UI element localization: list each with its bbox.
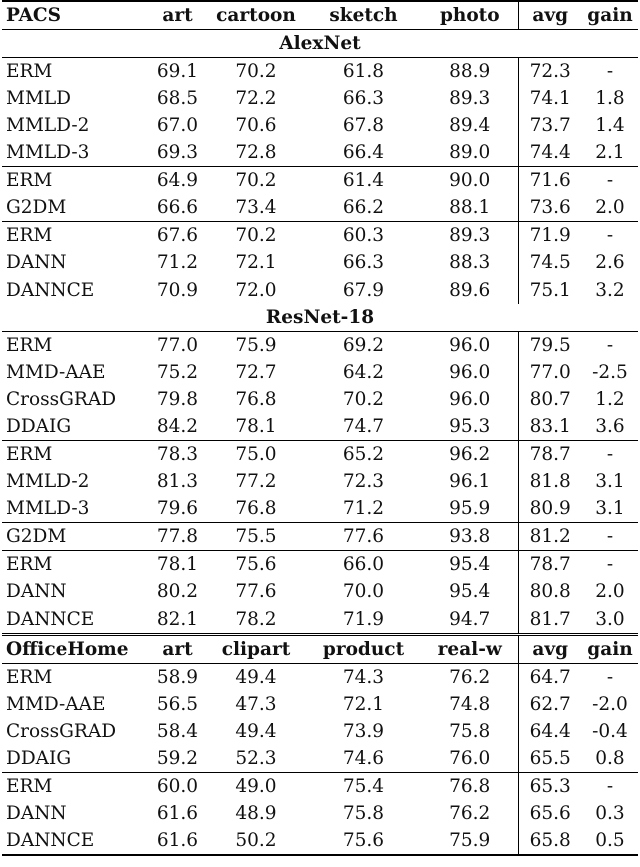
method-name: MMLD-2 (6, 471, 90, 493)
accuracy-value: 89.3 (449, 88, 491, 110)
table-row (2, 331, 638, 359)
accuracy-value: 70.0 (342, 581, 385, 603)
method-name: DANNCE (6, 608, 95, 630)
accuracy-value: 71.2 (342, 498, 385, 520)
gain-value: -0.4 (592, 720, 628, 742)
table-name: PACS (2, 1, 148, 30)
accuracy-value: 74.7 (342, 416, 385, 438)
accuracy-value: 72.2 (235, 88, 277, 110)
accuracy-value: 61.6 (156, 802, 199, 824)
accuracy-value: 71.9 (342, 608, 385, 630)
avg-value: 73.7 (518, 112, 582, 139)
accuracy-value: 66.6 (156, 197, 199, 219)
accuracy-value: 96.1 (449, 471, 491, 493)
backbone-section-row (2, 30, 638, 58)
backbone-title: AlexNet (2, 30, 638, 58)
gain-value: 1.8 (595, 88, 625, 110)
avg-value: 74.1 (518, 85, 582, 112)
avg-value: 78.7 (518, 441, 582, 469)
gain-value: 0.5 (582, 827, 638, 855)
table-row (2, 58, 638, 86)
accuracy-value: 88.1 (449, 197, 491, 219)
accuracy-value: 65.2 (305, 441, 422, 469)
avg-value: 65.6 (518, 800, 582, 827)
accuracy-value: 49.4 (235, 666, 277, 688)
accuracy-value: 50.2 (207, 827, 305, 855)
avg-value: 78.7 (518, 551, 582, 579)
avg-value: 81.8 (518, 468, 582, 495)
gain-value: 2.0 (595, 581, 625, 603)
column-header: real-w (422, 634, 518, 663)
accuracy-value: 72.0 (235, 279, 277, 301)
accuracy-value: 93.8 (422, 523, 518, 551)
backbone-section-row (2, 304, 638, 332)
accuracy-value: 66.3 (342, 88, 385, 110)
accuracy-value: 75.6 (305, 827, 422, 855)
accuracy-value: 95.3 (449, 416, 491, 438)
method-name: MMD-AAE (6, 361, 106, 383)
avg-value: 75.1 (518, 277, 582, 304)
accuracy-value: 72.7 (235, 361, 277, 383)
gain-value: 0.3 (595, 802, 625, 824)
table-row (2, 772, 638, 800)
table-row (2, 386, 638, 413)
avg-value: 65.8 (518, 827, 582, 855)
table-name: OfficeHome (2, 634, 148, 663)
accuracy-value: 48.9 (235, 802, 277, 824)
gain-value: 3.1 (595, 498, 625, 520)
accuracy-value: 78.2 (235, 608, 277, 630)
method-name: ERM (6, 334, 53, 356)
accuracy-value: 76.0 (449, 747, 491, 769)
method-name: CrossGRAD (6, 720, 117, 742)
accuracy-value: 75.5 (207, 523, 305, 551)
accuracy-value: 77.6 (235, 581, 277, 603)
accuracy-value: 88.9 (449, 61, 491, 82)
table-row (2, 277, 638, 304)
accuracy-value: 58.9 (156, 666, 199, 688)
avg-value: 72.3 (518, 58, 582, 86)
method-name: DANN (6, 802, 67, 824)
gain-value: - (606, 666, 614, 688)
gain-value: 3.0 (595, 608, 625, 630)
column-header: art (148, 1, 207, 30)
avg-value: 74.4 (518, 139, 582, 167)
gain-value: - (582, 441, 638, 469)
accuracy-value: 89.0 (449, 142, 491, 164)
table-row (2, 495, 638, 523)
accuracy-value: 47.3 (235, 693, 277, 715)
accuracy-value: 88.3 (449, 252, 491, 274)
avg-value: 62.7 (518, 691, 582, 718)
accuracy-value: 96.0 (449, 361, 491, 383)
officehome-header-row (2, 634, 638, 663)
column-header: clipart (207, 634, 305, 663)
table-row (2, 663, 638, 691)
accuracy-value: 76.2 (449, 666, 491, 688)
accuracy-value: 69.3 (156, 142, 199, 164)
table-row (2, 827, 638, 855)
accuracy-value: 72.1 (342, 693, 385, 715)
avg-value: 80.9 (518, 495, 582, 523)
method-name: ERM (2, 222, 148, 250)
gain-value: -2.0 (592, 693, 628, 715)
method-name: ERM (6, 666, 53, 688)
method-name: CrossGRAD (6, 389, 117, 411)
accuracy-value: 64.2 (342, 361, 385, 383)
table-row (2, 167, 638, 195)
gain-value: 2.6 (595, 252, 625, 274)
accuracy-value: 49.0 (207, 772, 305, 800)
table-row (2, 222, 638, 250)
accuracy-value: 61.8 (342, 61, 385, 82)
gain-value: - (606, 334, 614, 356)
column-header: avg (518, 1, 582, 30)
accuracy-value: 95.4 (422, 551, 518, 579)
gain-value: - (582, 772, 638, 800)
accuracy-value: 82.1 (156, 608, 199, 630)
gain-value: 2.0 (595, 197, 625, 219)
table-row (2, 441, 638, 469)
accuracy-value: 58.4 (156, 720, 199, 742)
accuracy-value: 75.6 (207, 551, 305, 579)
avg-value: 71.9 (518, 222, 582, 250)
accuracy-value: 77.0 (156, 334, 199, 356)
accuracy-value: 60.3 (305, 222, 422, 250)
accuracy-value: 95.9 (449, 498, 491, 520)
method-name: MMLD-3 (6, 498, 90, 520)
method-name: DANNCE (2, 827, 148, 855)
accuracy-value: 72.8 (235, 142, 277, 164)
accuracy-value: 89.3 (422, 222, 518, 250)
accuracy-value: 52.3 (235, 747, 277, 769)
gain-value: 2.1 (595, 142, 625, 164)
table-row (2, 413, 638, 441)
method-name: MMLD (6, 88, 72, 110)
avg-value: 83.1 (518, 413, 582, 441)
table-row (2, 523, 638, 551)
gain-value: - (582, 551, 638, 579)
accuracy-value: 61.4 (305, 167, 422, 195)
method-name: ERM (6, 61, 53, 82)
accuracy-value: 60.0 (148, 772, 207, 800)
method-name: ERM (2, 551, 148, 579)
gain-value: -2.5 (592, 361, 628, 383)
table-row (2, 85, 638, 112)
avg-value: 80.7 (518, 386, 582, 413)
avg-value: 77.0 (518, 359, 582, 386)
gain-value: 0.8 (595, 747, 625, 769)
method-name: G2DM (2, 523, 148, 551)
accuracy-value: 76.8 (422, 772, 518, 800)
accuracy-value: 74.6 (342, 747, 385, 769)
accuracy-value: 68.5 (156, 88, 199, 110)
table-row (2, 606, 638, 635)
column-header: product (305, 634, 422, 663)
gain-value: 1.4 (595, 115, 625, 137)
accuracy-value: 69.2 (342, 334, 385, 356)
accuracy-value: 76.8 (235, 389, 277, 411)
column-header: gain (582, 1, 638, 30)
accuracy-value: 67.0 (156, 115, 199, 137)
column-header: gain (582, 634, 638, 663)
accuracy-value: 70.2 (342, 389, 385, 411)
method-name: DDAIG (6, 747, 72, 769)
accuracy-value: 67.8 (342, 115, 385, 137)
accuracy-value: 72.1 (235, 252, 277, 274)
avg-value: 64.7 (518, 663, 582, 691)
accuracy-value: 56.5 (156, 693, 199, 715)
accuracy-value: 78.1 (235, 416, 277, 438)
accuracy-value: 71.2 (156, 252, 199, 274)
column-header: photo (422, 1, 518, 30)
accuracy-value: 72.3 (342, 471, 385, 493)
avg-value: 65.5 (518, 745, 582, 773)
accuracy-value: 75.4 (305, 772, 422, 800)
gain-value: - (606, 61, 614, 82)
accuracy-value: 75.9 (235, 334, 277, 356)
method-name: ERM (2, 441, 148, 469)
method-name: DANNCE (6, 279, 95, 301)
avg-value: 74.5 (518, 249, 582, 276)
accuracy-value: 95.4 (449, 581, 491, 603)
accuracy-value: 77.6 (305, 523, 422, 551)
accuracy-value: 70.2 (207, 222, 305, 250)
method-name: DDAIG (6, 416, 72, 438)
method-name: DANN (6, 581, 67, 603)
backbone-title: ResNet-18 (2, 304, 638, 332)
avg-value: 64.4 (518, 718, 582, 745)
table-row (2, 359, 638, 386)
accuracy-value: 73.4 (235, 197, 277, 219)
accuracy-value: 75.8 (449, 720, 491, 742)
pacs-header-row (2, 1, 638, 30)
accuracy-value: 94.7 (449, 608, 491, 630)
gain-value: 3.1 (595, 471, 625, 493)
accuracy-value: 75.0 (207, 441, 305, 469)
accuracy-value: 66.2 (342, 197, 385, 219)
accuracy-value: 79.8 (156, 389, 199, 411)
accuracy-value: 67.6 (148, 222, 207, 250)
avg-value: 73.6 (518, 194, 582, 222)
accuracy-value: 77.2 (235, 471, 277, 493)
table-row (2, 800, 638, 827)
accuracy-value: 76.2 (449, 802, 491, 824)
table-row (2, 139, 638, 167)
avg-value: 81.7 (518, 606, 582, 635)
avg-value: 79.5 (518, 331, 582, 359)
accuracy-value: 78.1 (148, 551, 207, 579)
results-table (2, 0, 638, 856)
accuracy-value: 75.9 (422, 827, 518, 855)
accuracy-value: 73.9 (342, 720, 385, 742)
table-row (2, 194, 638, 222)
accuracy-value: 96.2 (422, 441, 518, 469)
method-name: G2DM (6, 197, 67, 219)
avg-value: 65.3 (518, 772, 582, 800)
accuracy-value: 75.8 (342, 802, 385, 824)
accuracy-value: 74.3 (342, 666, 385, 688)
accuracy-value: 78.3 (148, 441, 207, 469)
gain-value: - (582, 523, 638, 551)
accuracy-value: 49.4 (235, 720, 277, 742)
accuracy-value: 66.4 (342, 142, 385, 164)
method-name: DANN (6, 252, 67, 274)
method-name: ERM (2, 772, 148, 800)
avg-value: 80.8 (518, 578, 582, 605)
method-name: MMLD-3 (6, 142, 90, 164)
accuracy-value: 80.2 (156, 581, 199, 603)
accuracy-value: 77.8 (148, 523, 207, 551)
table-row (2, 112, 638, 139)
accuracy-value: 96.0 (449, 389, 491, 411)
accuracy-value: 70.9 (156, 279, 199, 301)
accuracy-value: 69.1 (156, 61, 199, 82)
accuracy-value: 67.9 (342, 279, 385, 301)
avg-value: 71.6 (518, 167, 582, 195)
avg-value: 81.2 (518, 523, 582, 551)
method-name: MMLD-2 (6, 115, 90, 137)
accuracy-value: 81.3 (156, 471, 199, 493)
accuracy-value: 89.4 (449, 115, 491, 137)
accuracy-value: 79.6 (156, 498, 199, 520)
gain-value: 3.2 (595, 279, 625, 301)
accuracy-value: 74.8 (449, 693, 491, 715)
table-row (2, 468, 638, 495)
accuracy-value: 66.3 (342, 252, 385, 274)
accuracy-value: 76.8 (235, 498, 277, 520)
accuracy-value: 70.2 (207, 167, 305, 195)
table-row (2, 551, 638, 579)
table-row (2, 718, 638, 745)
column-header: art (148, 634, 207, 663)
gain-value: - (582, 222, 638, 250)
accuracy-value: 70.2 (235, 61, 277, 82)
accuracy-value: 84.2 (156, 416, 199, 438)
accuracy-value: 96.0 (449, 334, 491, 356)
column-header: avg (518, 634, 582, 663)
accuracy-value: 64.9 (148, 167, 207, 195)
accuracy-value: 75.2 (156, 361, 199, 383)
column-header: cartoon (207, 1, 305, 30)
gain-value: 1.2 (595, 389, 625, 411)
table-row (2, 578, 638, 605)
table-row (2, 745, 638, 773)
accuracy-value: 89.6 (449, 279, 491, 301)
accuracy-value: 70.6 (235, 115, 277, 137)
table-row (2, 691, 638, 718)
column-header: sketch (305, 1, 422, 30)
gain-value: - (582, 167, 638, 195)
gain-value: 3.6 (595, 416, 625, 438)
accuracy-value: 59.2 (156, 747, 199, 769)
table-row (2, 249, 638, 276)
method-name: ERM (2, 167, 148, 195)
accuracy-value: 61.6 (148, 827, 207, 855)
accuracy-value: 66.0 (305, 551, 422, 579)
accuracy-value: 90.0 (422, 167, 518, 195)
method-name: MMD-AAE (6, 693, 106, 715)
